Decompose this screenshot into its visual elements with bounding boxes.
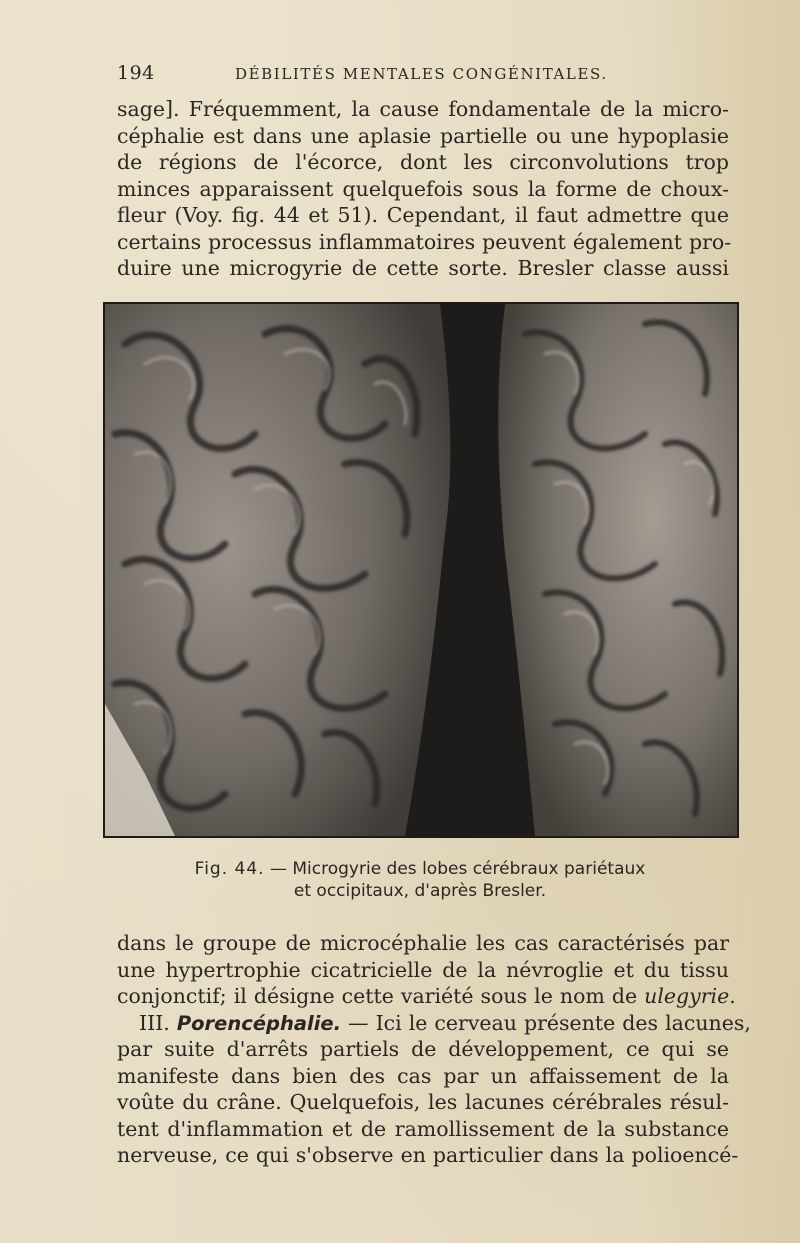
section-numeral: III. [139,1010,177,1035]
text-line: céphalie est dans une aplasie partielle ou une hypoplasie [117,123,729,148]
caption-line-1: Microgyrie des lobes cérébraux pariétaux [292,859,646,879]
text-line: fleur (Voy. fig. 44 et 51). Cependant, il faut admettre que [117,203,729,227]
caption-line-2: et occipitaux, d'après Bresler. [293,881,547,901]
text-line: duire une microgyrie de cette sorte. Bresler classe aussi [117,256,729,280]
paragraph-top [117,96,732,282]
caption-dash: — [269,859,287,879]
text-line: par suite d'arrêts partiels de développement, ce qui se [117,1037,729,1061]
text-line: nerveuse, ce qui s'observe en particulier dans la polioencé- [117,1143,739,1167]
text-line: tent d'inflammation et de ramollissement de la substance [117,1116,729,1141]
text-line: une hypertrophie cicatricielle de la névroglie et du tissu [117,957,729,982]
text-line: voûte du crâne. Quelquefois, les lacunes cérébrales résul- [117,1090,729,1114]
section-heading: Porencéphalie. [176,1011,342,1035]
figure-label: Fig. 44. [194,859,265,879]
text-line: minces apparaissent quelquefois sous la forme de choux- [117,176,729,201]
brain-photograph [103,302,739,838]
text-line: de régions de l'écorce, dont les circonvolutions trop [117,150,729,174]
text-line: certains processus inflammatoires peuvent également pro- [117,229,732,254]
running-head [117,62,737,90]
running-title: DÉBILITÉS MENTALES CONGÉNITALES. [235,65,608,83]
text-line: manifeste dans bien des cas par un affaissement de la [117,1063,729,1088]
term-ulegyrie: ulegyrie. [644,984,736,1008]
text-line [117,983,736,1010]
text-segment: — Ici le cerveau présente des lacunes, [341,1010,751,1035]
page-number: 194 [117,62,155,84]
figure-caption [130,858,710,902]
text-line: sage]. Fréquemment, la cause fondamentale de la micro- [117,97,729,121]
text-line: dans le groupe de microcéphalie les cas caractérisés par [117,931,729,955]
text-line [117,1010,751,1037]
paragraph-bottom [117,930,751,1169]
text-segment: conjonctif; il désigne cette variété sous le nom de [117,984,645,1008]
